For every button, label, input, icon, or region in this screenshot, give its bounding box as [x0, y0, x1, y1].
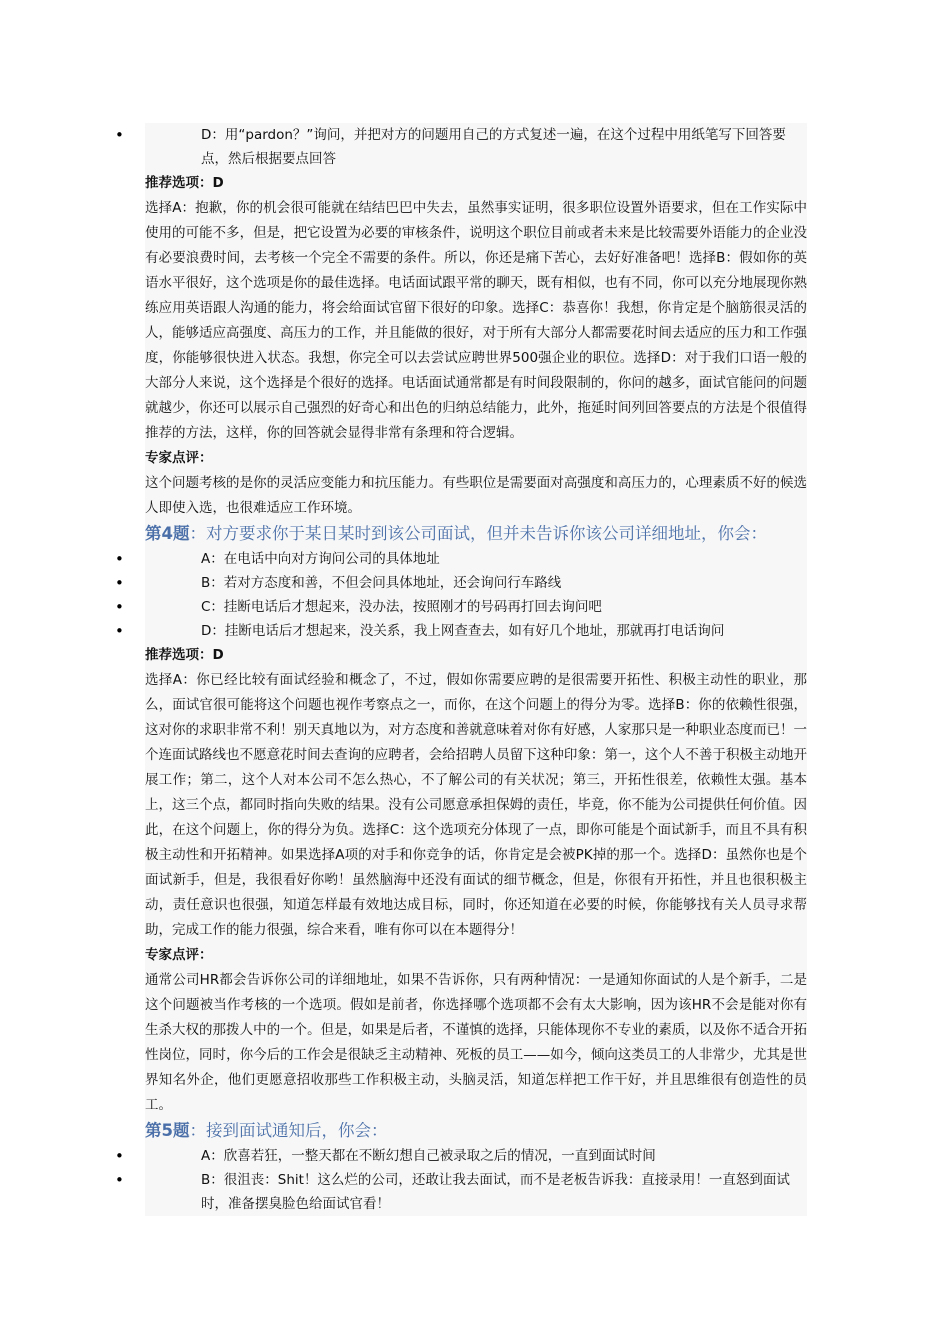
question-text: ：接到面试通知后，你会： [189, 1121, 388, 1140]
list-item: • C：挂断电话后才想起来，没办法，按照刚才的号码再打回去询问吧 [145, 595, 807, 619]
expert-label: 专家点评： [145, 450, 213, 466]
recommended-option: 推荐选项：D [145, 647, 224, 663]
list-item: • A：在电话中向对方询问公司的具体地址 [145, 547, 807, 571]
recommended-option: 推荐选项：D [145, 175, 224, 191]
question-heading-5 [145, 1118, 807, 1144]
document-body [145, 123, 807, 1216]
expert-label: 专家点评： [145, 947, 213, 963]
analysis-paragraph: 选择A：抱歉，你的机会很可能就在结结巴巴中失去，虽然事实证明，很多职位设置外语要求，但在工作实际中使用的可能不多，但是，把它设置为必要的审核条件，说明这个职位目前或者未来是比较需要外语能力的企业没有必要浪费时间，去考核一个完全不需要的条件。所以，你还是痛下苦心，去好好准备吧！选择B：假如你的英语水平很好，这个选项是你的最佳选择。电话面试跟平常的聊天，既有相似，也有不同，你可以充分地展现你熟练应用英语跟人沟通的能力，将会给面试官留下很好的印象。选择C：恭喜你！我想，你肯定是个脑筋很灵活的人，能够适应高强度、高压力的工作，并且能做的很好，对于所有大部分人都需要花时间去适应的压力和工作强度，你能够很快进入状态。我想，你完全可以去尝试应聘世界500强企业的职位。选择D：对于我们口语一般的大部分人来说，这个选择是个很好的选择。电话面试通常都是有时间段限制的，你问的越多，面试官能问的问题就越少，你还可以展示自己强烈的好奇心和出色的归纳总结能力，此外，拖延时间列回答要点的方法是个很值得推荐的方法，这样，你的回答就会显得非常有条理和符合逻辑。 [145, 200, 807, 441]
analysis-paragraph: 选择A：你已经比较有面试经验和概念了，不过，假如你需要应聘的是很需要开拓性、积极主动性的职业，那么，面试官很可能将这个问题也视作考察点之一，而你，在这个问题上的得分为零。选择B：你的依赖性很强，这对你的求职非常不利！别天真地以为，对方态度和善就意味着对你有好感，人家那只是一种职业态度而已！一个连面试路线也不愿意花时间去查询的应聘者，会给招聘人员留下这种印象：第一，这个人不善于积极主动地开展工作；第二，这个人对本公司不怎么热心，不了解公司的有关状况；第三，开拓性很差，依赖性太强。基本上，这三个点，都同时指向失败的结果。没有公司愿意承担保姆的责任，毕竟，你不能为公司提供任何价值。因此，在这个问题上，你的得分为负。选择C：这个选项充分体现了一点，即你可能是个面试新手，而且不具有积极主动性和开拓精神。如果选择A项的对手和你竞争的话，你肯定是会被PK掉的那一个。选择D：虽然你也是个面试新手，但是，我很看好你哟！虽然脑海中还没有面试的细节概念，但是，你很有开拓性，并且也很积极主动，责任意识也很强，知道怎样最有效地达成目标，同时，你还知道在必要的时候，你能够找有关人员寻求帮助，完成工作的能力很强，综合来看，唯有你可以在本题得分！ [145, 672, 807, 938]
question-number: 第5题 [145, 1121, 190, 1140]
expert-comment: 通常公司HR都会告诉你公司的详细地址，如果不告诉你，只有两种情况：一是通知你面试的人是个新手，二是这个问题被当作考核的一个选项。假如是前者，你选择哪个选项都不会有太大影响，因为该HR不会是能对你有生杀大权的那拨人中的一个。但是，如果是后者，不谨慎的选择，只能体现你不专业的素质，以及你不适合开拓性岗位，同时，你今后的工作会是很缺乏主动精神、死板的员工——如今，倾向这类员工的人非常少，尤其是世界知名外企，他们更愿意招收那些工作积极主动，头脑灵活，知道怎样把工作干好，并且思维很有创造性的员工。 [145, 972, 807, 1113]
expert-comment: 这个问题考核的是你的灵活应变能力和抗压能力。有些职位是需要面对高强度和高压力的，心理素质不好的候选人即使入选，也很难适应工作环境。 [145, 475, 807, 516]
list-item: • D：用“pardon？”询问，并把对方的问题用自己的方式复述一遍，在这个过程中用纸笔写下回答要点，然后根据要点回答 [145, 123, 807, 171]
list-item: • B：很沮丧：Shit！这么烂的公司，还敢让我去面试，而不是老板告诉我：直接录用！一直怒到面试时，准备摆臭脸色给面试官看！ [145, 1168, 807, 1216]
question-heading-4 [145, 521, 807, 547]
list-item: • A：欣喜若狂，一整天都在不断幻想自己被录取之后的情况，一直到面试时间 [145, 1144, 807, 1168]
list-item: • B：若对方态度和善，不但会问具体地址，还会询问行车路线 [145, 571, 807, 595]
list-item: • D：挂断电话后才想起来，没关系，我上网查查去，如有好几个地址，那就再打电话询问 [145, 619, 807, 643]
question-number: 第4题 [145, 524, 190, 543]
question-text: ：对方要求你于某日某时到该公司面试，但并未告诉你该公司详细地址，你会： [189, 524, 767, 543]
